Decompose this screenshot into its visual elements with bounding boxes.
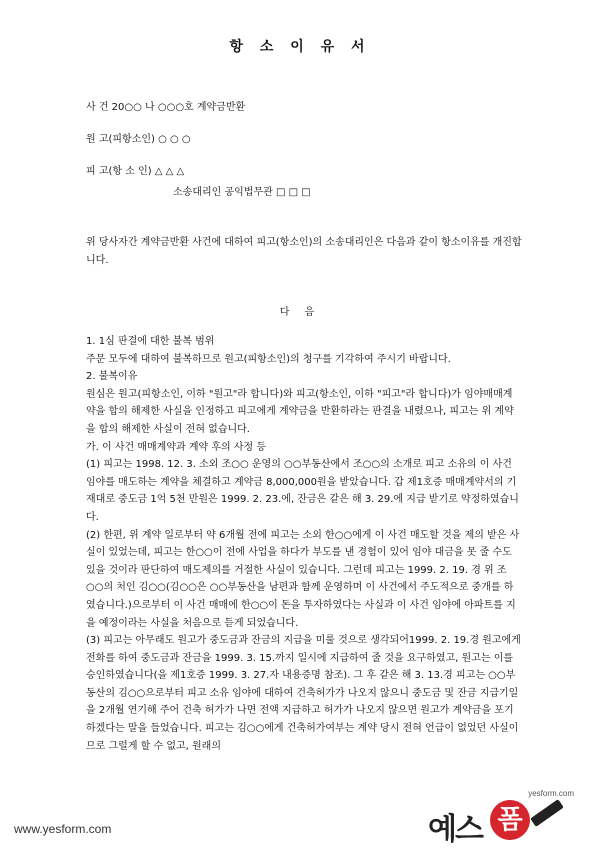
- attorney-line: 소송대리인 공익법무관 □ □ □: [173, 187, 311, 198]
- document-body: [86, 333, 522, 755]
- paragraph: 1. 1심 판결에 대한 불복 범위: [86, 336, 215, 347]
- paragraph: 2. 불복이유: [86, 371, 138, 383]
- logo-badge: 폼: [490, 800, 530, 840]
- paragraph: 가. 이 사건 매매계약과 계약 후의 사정 등: [86, 441, 266, 453]
- document-title: 항 소 이 유 서: [229, 39, 371, 55]
- footer-url[interactable]: www.yesform.com: [14, 822, 112, 836]
- section-heading: 다 음: [279, 307, 321, 318]
- paragraph: (2) 한편, 위 계약 일로부터 약 6개월 전에 피고는 소외 한○○에게 이 사건 매도할 것을 제의 받은 사실이 있었는데, 피고는 한○○이 전에 사업을 하다가 부도를 낸 경험이 있어 임야 대금을 못 줄 수도 있을 것이라 판단하여 매도제의를 거절한 사실이 있습니다. 그런데 피고는 1999. 2. 19. 경 위 조○○의 처인 김○○(김○○은 ○○부동산을 남편과 함께 운영하며 이 사건에서 주도적으로 중개를 하였습니다.)으로부터 이 사건 매매에 한○○이 돈을 투자하였다는 사실과 이 사건 임야에 아파트를 지을 예정이라는 사실을 처음으로 듣게 되었습니다.: [86, 529, 520, 629]
- paragraph: (1) 피고는 1998. 12. 3. 소외 조○○ 운영의 ○○부동산에서 조○○의 소개로 피고 소유의 이 사건 임야를 매도하는 계약을 체결하고 계약금 8,000,000원을 받았습니다. 갑 제1호증 매매계약서의 기재대로 중도금 1억 5천 만원은 1999. 2. 23.에, 잔금은 같은 해 3. 29.에 지급 받기로 약정하였습니다.: [86, 459, 519, 523]
- intro-paragraph: 위 당사자간 계약금반환 사건에 대하여 피고(항소인)의 소송대리인은 다음과 같이 항소이유를 개진합니다.: [86, 237, 522, 266]
- case-line: 사 건 20○○ 나 ○○○호 계약금반환: [86, 102, 246, 113]
- plaintiff-line: 원 고(피항소인) ○ ○ ○: [86, 134, 191, 145]
- logo-text: 예스: [428, 812, 482, 847]
- logo-url: yesform.com: [528, 789, 574, 798]
- paragraph: (3) 피고는 아무래도 원고가 중도금과 잔금의 지급을 미룰 것으로 생각되어1999. 2. 19.경 원고에게 전화를 하여 중도금과 잔금을 1999. 3. 15.까지 일시에 지급하여 줄 것을 요구하였고, 원고는 이를 승인하였습니다(을 제1호증 1999. 3. 27.자 내용증명 참조). 그 후 같은 해 3. 13.경 피고는 ○○부동산의 김○○으로부터 피고 소유 임야에 대하여 건축허가가 나오지 않으니 중도금 및 잔금 지급기일을 2개월 연기해 주어 건축 허가가 나면 전액 지급하고 허가가 나오지 않으면 원고가 계약금을 포기하겠다는 말을 들었습니다. 피고는 김○○에게 건축허가여부는 계약 당시 전혀 언급이 없었던 사실이므로 그럴게 할 수 없고, 원래의: [86, 635, 521, 752]
- paragraph: 원심은 원고(피항소인, 이하 "원고"라 합니다)와 피고(항소인, 이하 "피고"라 합니다)가 임야매매계약을 합의 해제한 사실을 인정하고 피고에게 계약금을 반환하라는 판결을 내렸으나, 피고는 위 계약을 합의 해제한 사실이 전혀 없습니다.: [86, 388, 514, 435]
- pen-icon: [530, 799, 564, 827]
- yesform-logo[interactable]: [428, 790, 578, 850]
- defendant-line: 피 고(항 소 인) △ △ △: [86, 166, 185, 177]
- paragraph: 주문 모두에 대하여 불복하므로 원고(피항소인)의 청구를 기각하여 주시기 바랍니다.: [86, 353, 451, 365]
